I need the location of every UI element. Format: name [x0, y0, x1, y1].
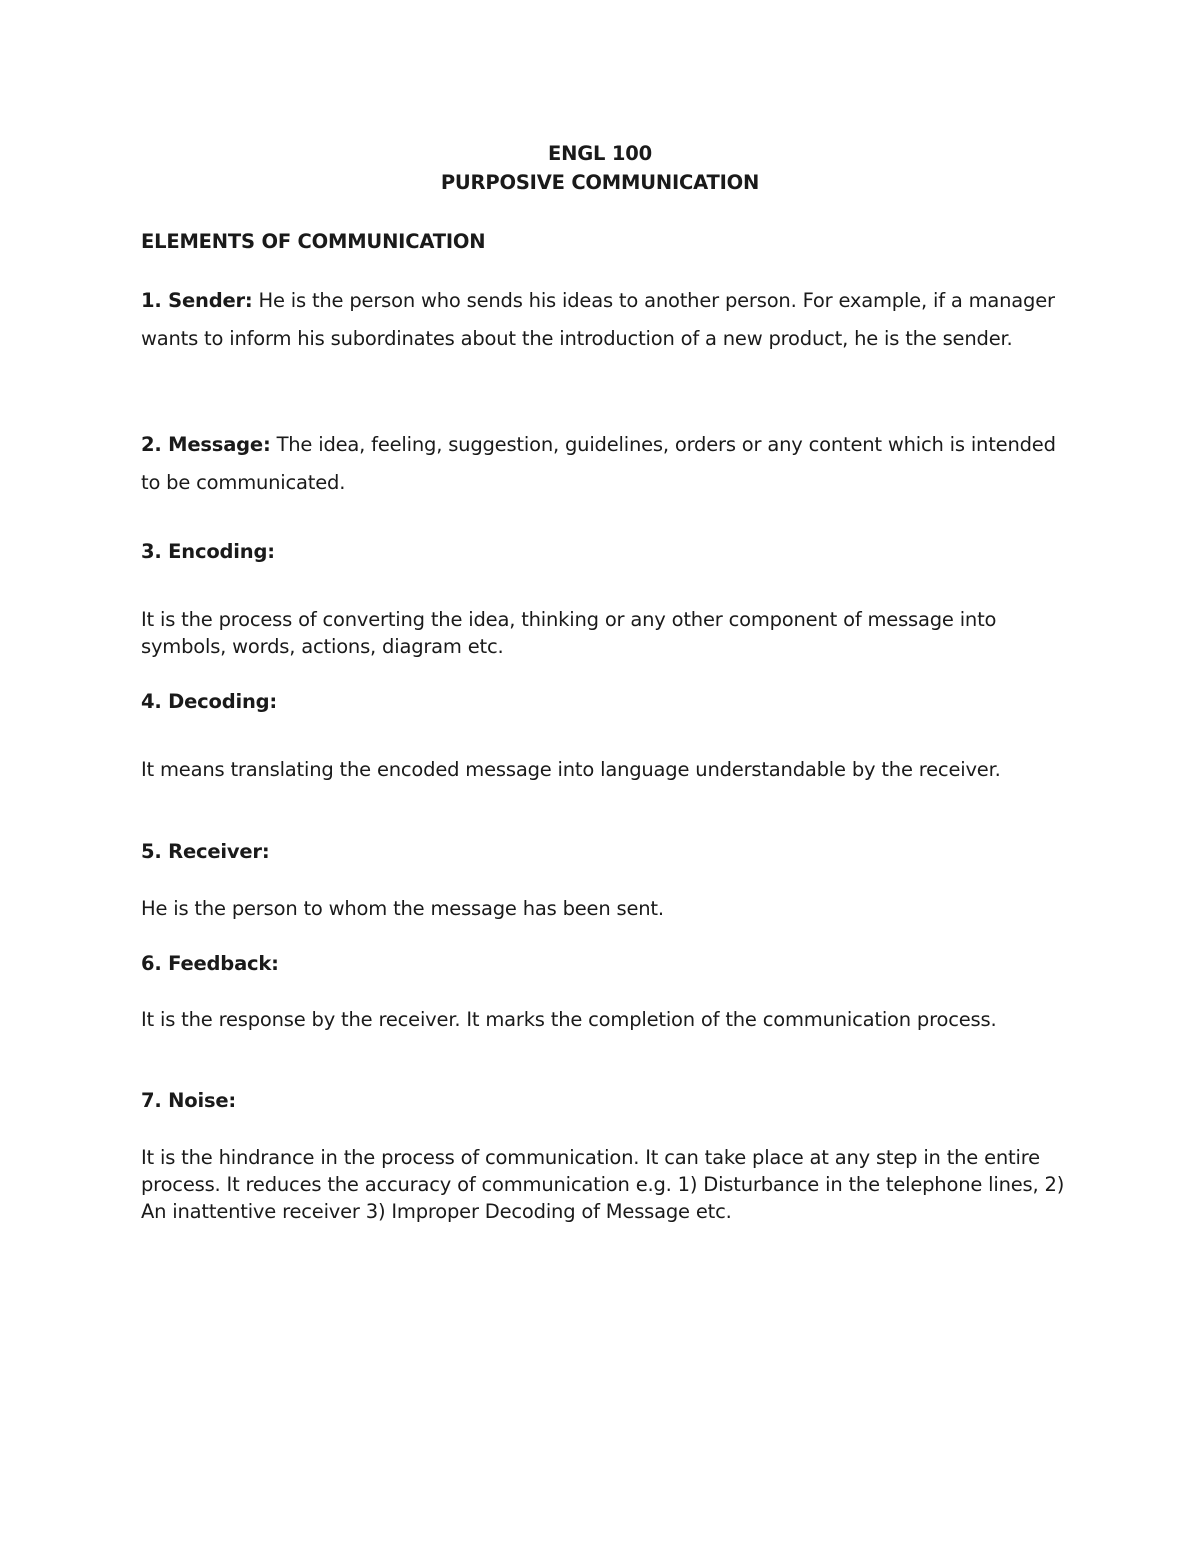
element-heading: 1. Sender:: [141, 289, 253, 312]
section-title: ELEMENTS OF COMMUNICATION: [141, 230, 486, 253]
element-body-noise: It is the hindrance in the process of communication. It can take place at any step in the entire process. It reduces the accuracy of communication e.g. 1) Disturbance in the telephone lines, 2) An inattentive receiver 3) Improper Decoding of Message etc.: [141, 1146, 1065, 1223]
element-heading-decoding: 4. Decoding:: [141, 690, 278, 713]
element-body-feedback: It is the response by the receiver. It marks the completion of the communication process.: [141, 1008, 997, 1031]
element-body-decoding: It means translating the encoded message into language understandable by the receiver.: [141, 758, 1001, 781]
element-sender: [141, 282, 1066, 358]
element-body: The idea, feeling, suggestion, guidelines, orders or any content which is intended to be communicated.: [141, 433, 1056, 494]
element-heading-feedback: 6. Feedback:: [141, 952, 279, 975]
course-code: ENGL 100: [548, 142, 652, 165]
element-body-receiver: He is the person to whom the message has been sent.: [141, 897, 664, 920]
element-heading-encoding: 3. Encoding:: [141, 540, 275, 563]
element-body: He is the person who sends his ideas to another person. For example, if a manager wants to inform his subordinates about the introduction of a new product, he is the sender.: [141, 289, 1055, 350]
element-heading: 2. Message:: [141, 433, 271, 456]
element-message: [141, 426, 1066, 502]
element-heading-noise: 7. Noise:: [141, 1089, 236, 1112]
course-title: PURPOSIVE COMMUNICATION: [440, 171, 760, 194]
element-heading-receiver: 5. Receiver:: [141, 840, 270, 863]
element-body-encoding: It is the process of converting the idea, thinking or any other component of message into symbols, words, actions, diagram etc.: [141, 608, 997, 658]
